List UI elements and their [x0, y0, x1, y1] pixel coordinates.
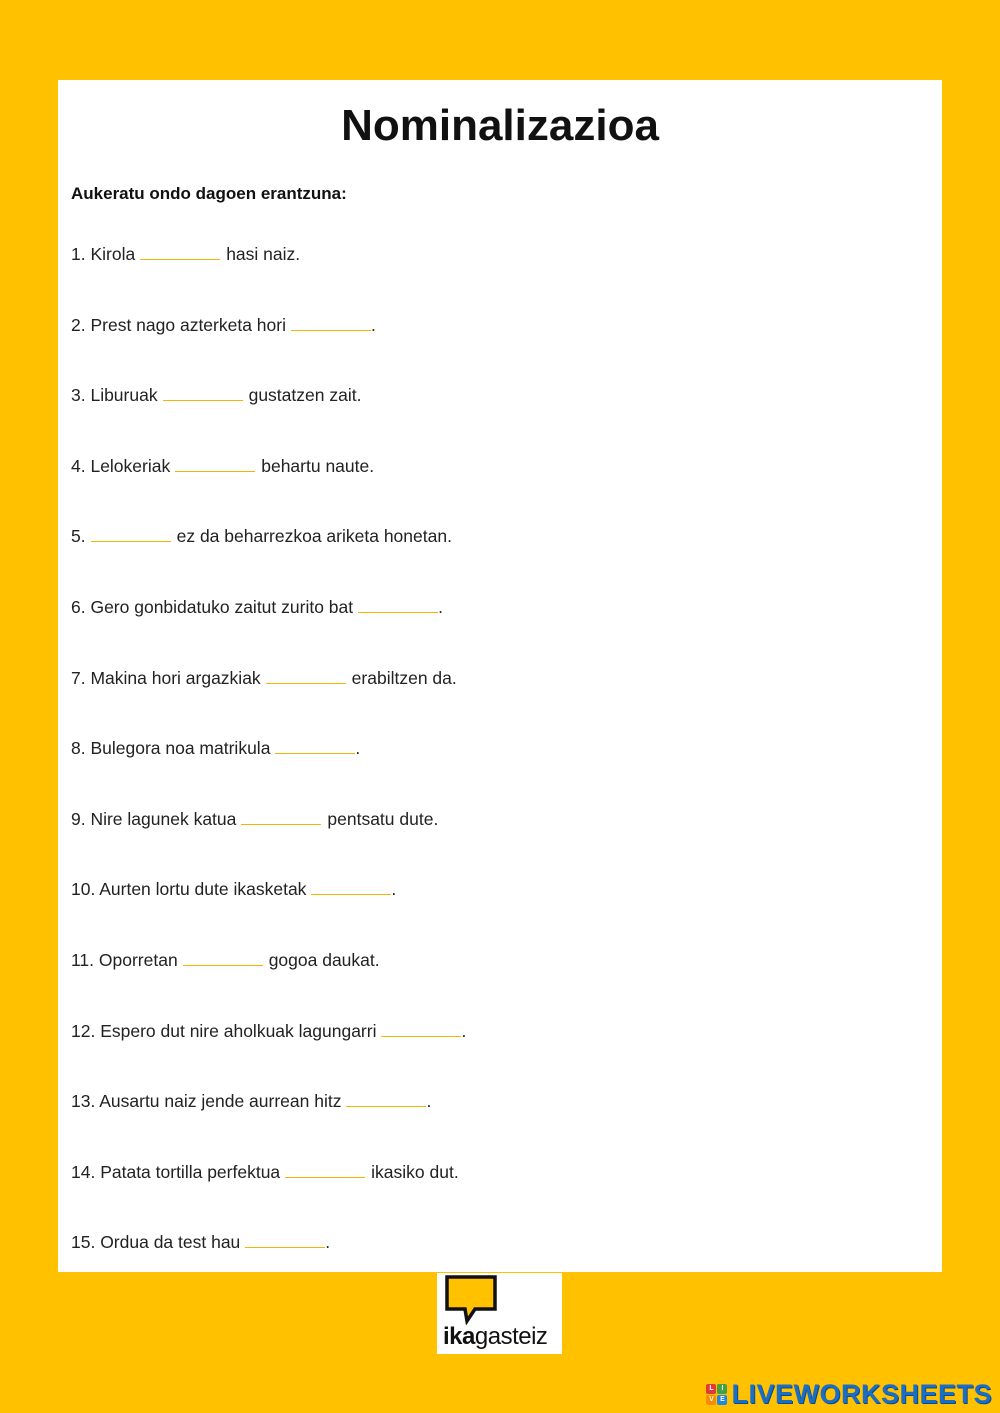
exercise-text-after: behartu naute. — [261, 455, 375, 476]
answer-blank[interactable] — [91, 525, 171, 542]
exercise-text-before: 12. Espero dut nire aholkuak lagungarri — [71, 1020, 377, 1041]
exercise-text-after: erabiltzen da. — [351, 667, 457, 688]
answer-blank[interactable] — [275, 737, 355, 754]
exercise-text-after: ez da beharrezkoa ariketa honetan. — [176, 526, 452, 547]
answer-blank[interactable] — [245, 1231, 325, 1248]
exercise-item — [71, 1231, 330, 1252]
brand-icon-tile: V — [706, 1395, 716, 1405]
exercise-item — [71, 1020, 466, 1041]
exercise-item — [71, 808, 438, 829]
exercise-text-before: 14. Patata tortilla perfektua — [71, 1161, 281, 1182]
logo-wordmark — [443, 1323, 547, 1351]
answer-blank[interactable] — [358, 596, 438, 613]
exercise-item — [71, 384, 361, 405]
answer-blank[interactable] — [346, 1090, 426, 1107]
answer-blank[interactable] — [140, 243, 220, 260]
brand-icon-tile: L — [706, 1384, 716, 1394]
exercise-text-after: . — [426, 1091, 432, 1112]
exercise-text-before: 9. Nire lagunek katua — [71, 808, 237, 829]
answer-blank[interactable] — [381, 1020, 461, 1037]
exercise-text-after: . — [325, 1232, 331, 1253]
answer-blank[interactable] — [183, 949, 263, 966]
logo-regular-text: gasteiz — [474, 1323, 548, 1350]
answer-blank[interactable] — [266, 667, 346, 684]
answer-blank[interactable] — [175, 455, 255, 472]
exercise-text-before: 4. Lelokeriak — [71, 455, 171, 476]
exercise-text-after: . — [461, 1020, 467, 1041]
exercise-item — [71, 525, 452, 546]
exercise-item — [71, 314, 376, 335]
exercise-text-after: hasi naiz. — [226, 244, 301, 264]
exercise-item — [71, 1090, 431, 1111]
exercise-text-after: gogoa daukat. — [268, 950, 380, 970]
exercise-text-before: 10. Aurten lortu dute ikasketak — [71, 879, 307, 900]
exercise-text-after: . — [370, 314, 376, 335]
exercise-text-after: . — [391, 879, 397, 900]
exercise-text-before: 15. Ordua da test hau — [71, 1232, 241, 1253]
exercise-text-before: 7. Makina hori argazkiak — [71, 667, 261, 688]
brand-icon-tile: I — [717, 1384, 727, 1394]
answer-blank[interactable] — [285, 1161, 365, 1178]
liveworksheets-icon — [706, 1384, 727, 1405]
answer-blank[interactable] — [163, 384, 243, 401]
instruction-text: Aukeratu ondo dagoen erantzuna: — [71, 184, 347, 203]
brand-icon-tile: E — [717, 1395, 727, 1405]
exercise-item — [71, 243, 300, 264]
brand-text: LIVEWORKSHEETS — [731, 1378, 992, 1409]
exercise-text-before: 6. Gero gonbidatuko zaitut zurito bat — [71, 597, 354, 617]
exercise-item — [71, 667, 457, 688]
liveworksheets-brand — [706, 1376, 992, 1412]
exercise-text-after: ikasiko dut. — [371, 1161, 459, 1182]
exercise-text-after: pentsatu dute. — [327, 808, 439, 829]
exercise-text-before: 8. Bulegora noa matrikula — [71, 738, 271, 759]
exercise-text-after: gustatzen zait. — [248, 385, 362, 406]
exercise-text-before: 13. Ausartu naiz jende aurrean hitz — [71, 1091, 342, 1112]
exercise-item — [71, 596, 443, 617]
exercise-text-before: 1. Kirola — [71, 244, 136, 264]
speech-bubble-icon — [445, 1275, 505, 1325]
answer-blank[interactable] — [311, 878, 391, 895]
exercise-item — [71, 455, 374, 476]
exercise-text-before: 3. Liburuak — [71, 385, 158, 406]
exercise-text-before: 5. — [71, 526, 86, 547]
exercise-text-before: 2. Prest nago azterketa hori — [71, 314, 286, 335]
exercise-item — [71, 949, 380, 970]
exercise-text-after: . — [438, 597, 443, 617]
answer-blank[interactable] — [291, 314, 371, 331]
exercise-item — [71, 878, 396, 899]
worksheet-title: Nominalizazioa — [341, 101, 659, 150]
exercise-item — [71, 737, 360, 758]
exercise-text-after: . — [355, 738, 361, 759]
ikagasteiz-logo — [437, 1273, 562, 1354]
answer-blank[interactable] — [241, 808, 321, 825]
exercise-item — [71, 1161, 459, 1182]
logo-bold-text: ika — [443, 1323, 475, 1350]
exercise-text-before: 11. Oporretan — [71, 950, 178, 970]
